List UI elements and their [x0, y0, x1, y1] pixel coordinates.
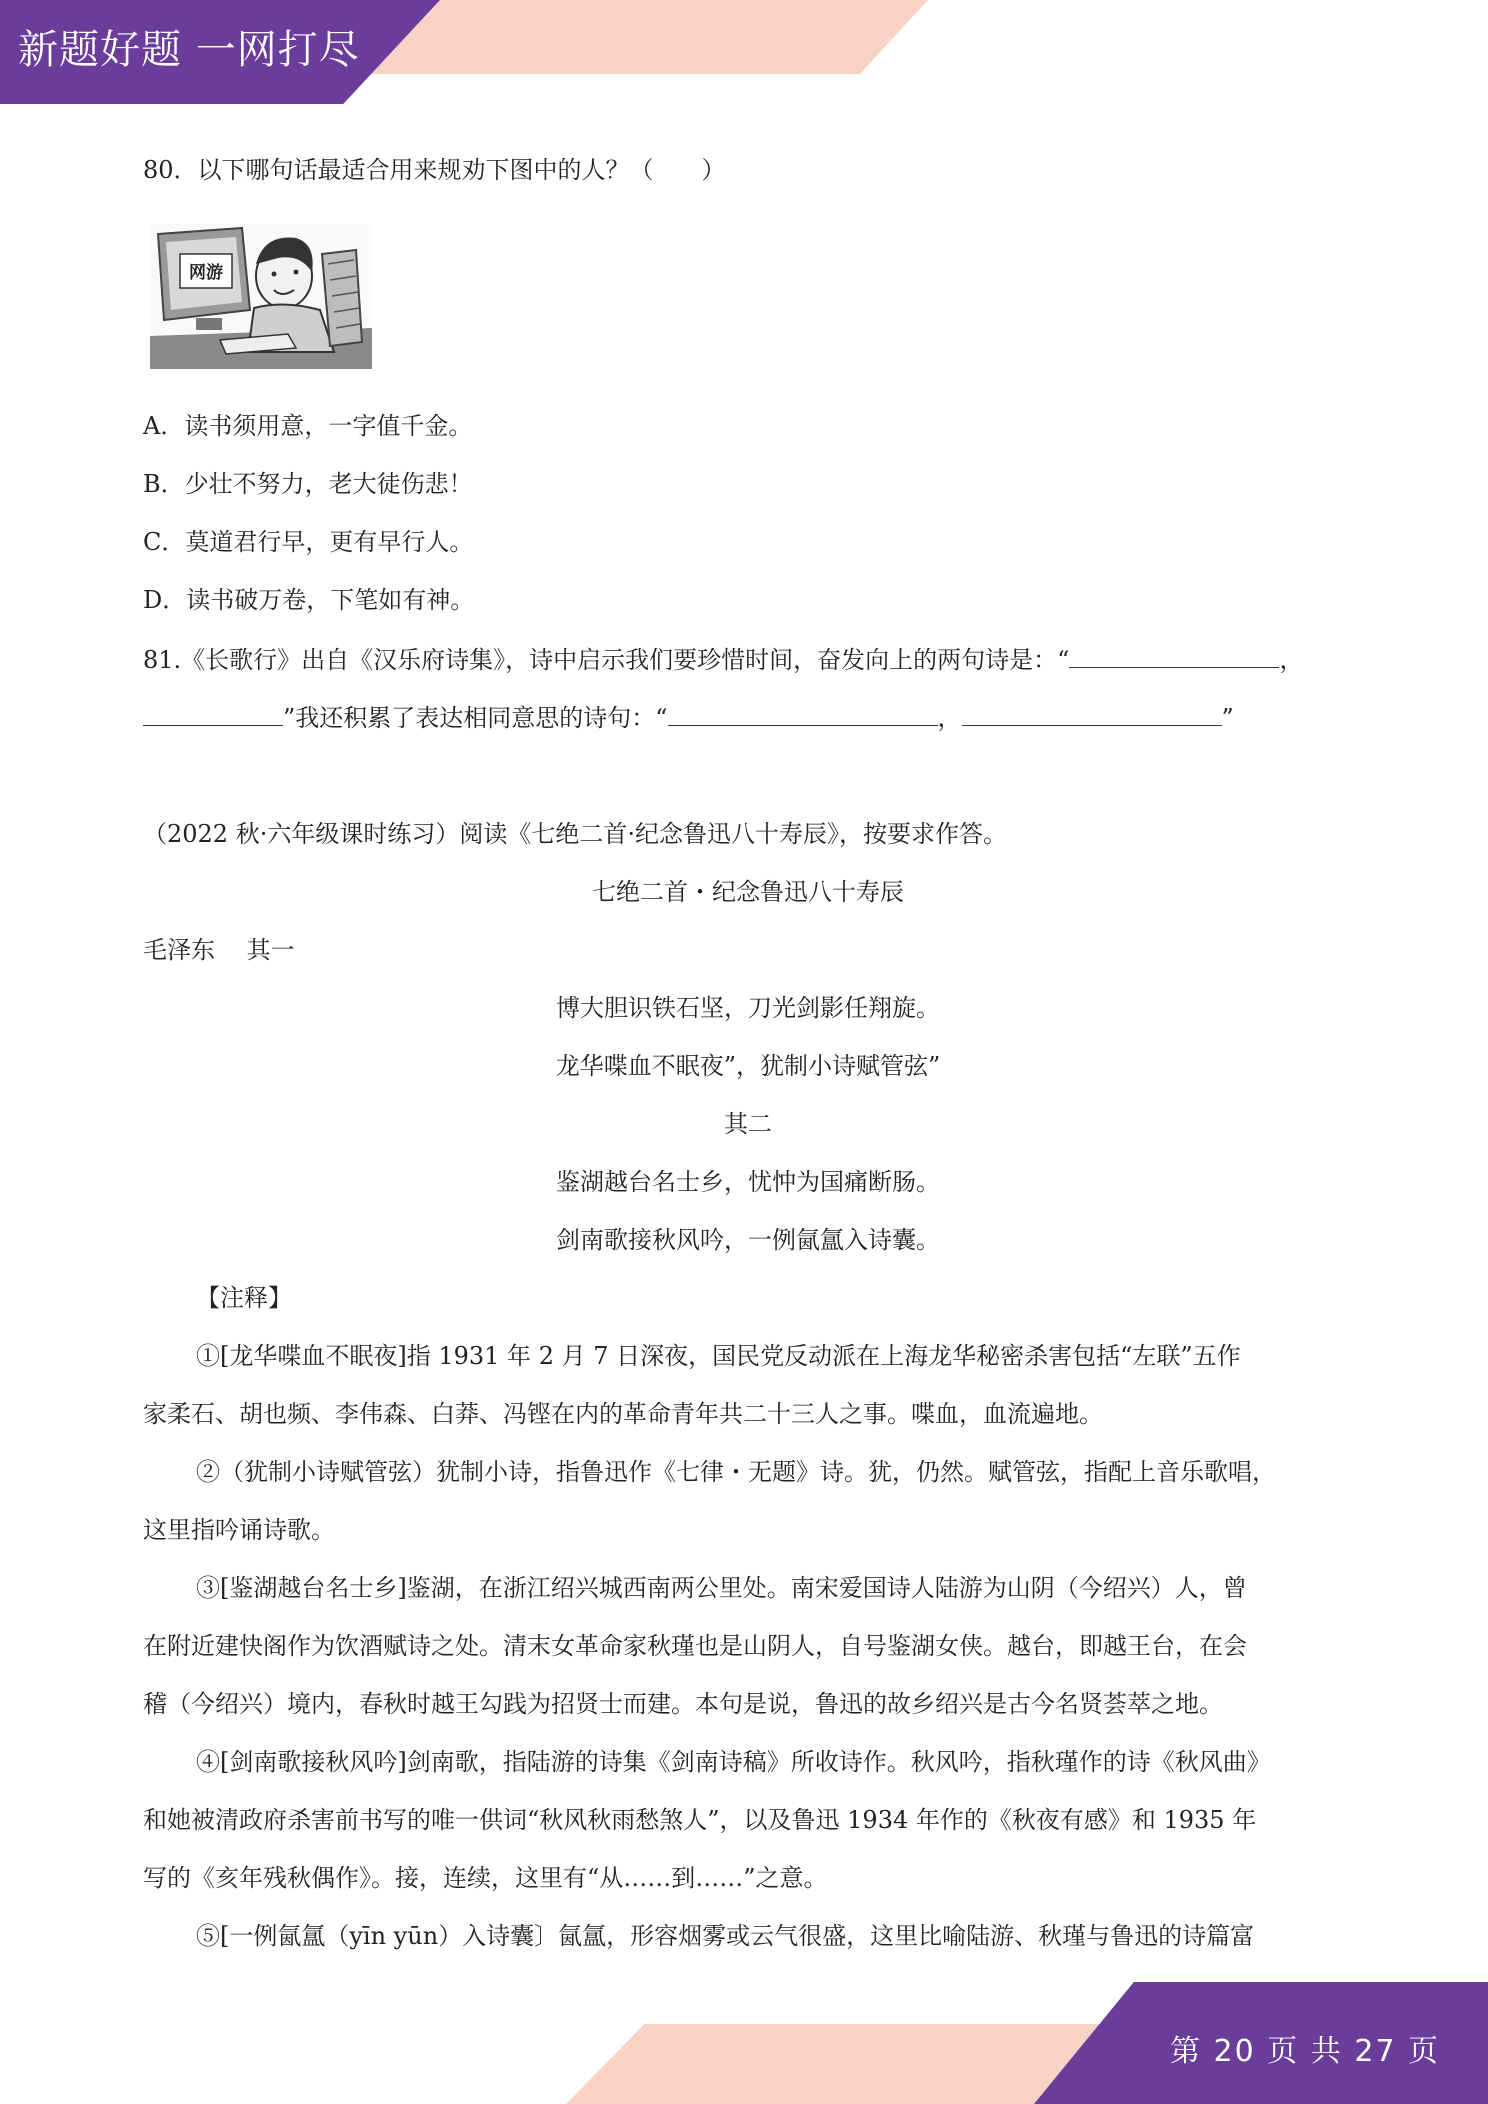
q81-blank-2[interactable]: [143, 703, 283, 726]
poem1-line: 龙华喋血不眠夜”，犹制小诗赋管弦”: [555, 1052, 941, 1080]
poem2-line: 鉴湖越台名士乡，忧忡为国痛断肠。: [556, 1168, 940, 1196]
q81-blank-4[interactable]: [962, 703, 1222, 726]
poem-author: 毛泽东 其一: [143, 936, 295, 964]
footer-accent-band: [566, 2024, 1126, 2104]
q80-option-a: A．读书须用意，一字值千金。: [143, 412, 473, 440]
note-line: 写的《亥年残秋偶作》。接，连续，这里有“从……到……”之意。: [143, 1864, 828, 1892]
note-line: ④[剑南歌接秋风吟]剑南歌，指陆游的诗集《剑南诗稿》所收诗作。秋风吟，指秋瑾作的诗《秋风曲》: [196, 1748, 1271, 1776]
q80-option-b: B．少壮不努力，老大徒伤悲！: [143, 470, 473, 498]
note-line: 稽（今绍兴）境内，春秋时越王勾践为招贤士而建。本句是说，鲁迅的故乡绍兴是古今名贤荟萃之地。: [143, 1690, 1223, 1718]
note-line: ①[龙华喋血不眠夜]指 1931 年 2 月 7 日深夜，国民党反动派在上海龙华秘密杀害包括“左联”五作: [196, 1342, 1241, 1370]
note-line: 在附近建快阁作为饮酒赋诗之处。清末女革命家秋瑾也是山阴人，自号鉴湖女侠。越台，即越王台，在会: [143, 1632, 1247, 1660]
reading-intro: （2022 秋·六年级课时练习）阅读《七绝二首·纪念鲁迅八十寿辰》，按要求作答。: [143, 820, 1007, 848]
q81-punct-3: ”: [1221, 704, 1234, 732]
q80-illustration: [150, 224, 372, 369]
header-accent-band: [360, 0, 928, 74]
note-line: 和她被清政府杀害前书写的唯一供词“秋风秋雨愁煞人”，以及鲁迅 1934 年作的《秋夜有感》和 1935 年: [143, 1806, 1257, 1834]
note-line: ②（犹制小诗赋管弦）犹制小诗，指鲁迅作《七律・无题》诗。犹，仍然。赋管弦，指配上音乐歌唱，: [196, 1458, 1276, 1486]
note-line: 这里指吟诵诗歌。: [143, 1516, 335, 1544]
monitor-label: 网游: [189, 263, 223, 283]
poem-title: 七绝二首・纪念鲁迅八十寿辰: [592, 878, 904, 906]
page-number: 第 20 页 共 27 页: [1170, 2034, 1441, 2069]
q80-option-c: C．莫道君行早，更有早行人。: [143, 528, 474, 556]
q81-line1: [143, 644, 1353, 676]
note-line: ⑤[一例氤氲（yīn yūn）入诗囊〕氤氲，形容烟雾或云气很盛，这里比喻陆游、秋瑾与鲁迅的诗篇富: [196, 1922, 1255, 1950]
note-line: ③[鉴湖越台名士乡]鉴湖，在浙江绍兴城西南两公里处。南宋爱国诗人陆游为山阴（今绍兴）人，曾: [196, 1574, 1247, 1602]
poem1-line: 博大胆识铁石坚，刀光剑影任翔旋。: [556, 994, 940, 1022]
q81-prompt: 81.《长歌行》出自《汉乐府诗集》，诗中启示我们要珍惜时间，奋发向上的两句诗是：“: [143, 646, 1070, 674]
q80-stem: 80．以下哪句话最适合用来规劝下图中的人？（ ）: [143, 156, 726, 184]
q81-punct-2: ，: [937, 704, 962, 732]
poem2-line: 剑南歌接秋风吟，一例氤氲入诗囊。: [556, 1226, 940, 1254]
q81-punct-1: ，: [1279, 646, 1304, 674]
q80-option-d: D．读书破万卷，下笔如有神。: [143, 586, 475, 614]
q81-blank-3[interactable]: [668, 703, 938, 726]
q81-prompt-2: ”我还积累了表达相同意思的诗句：“: [283, 704, 668, 732]
notes-heading: 【注释】: [196, 1284, 292, 1312]
header-title: 新题好题 一网打尽: [18, 27, 360, 73]
q81-blank-1[interactable]: [1069, 645, 1279, 668]
poem2-subtitle: 其二: [724, 1110, 772, 1138]
q81-line2: [143, 702, 1353, 734]
note-line: 家柔石、胡也频、李伟森、白莽、冯铿在内的革命青年共二十三人之事。喋血，血流遍地。: [143, 1400, 1103, 1428]
